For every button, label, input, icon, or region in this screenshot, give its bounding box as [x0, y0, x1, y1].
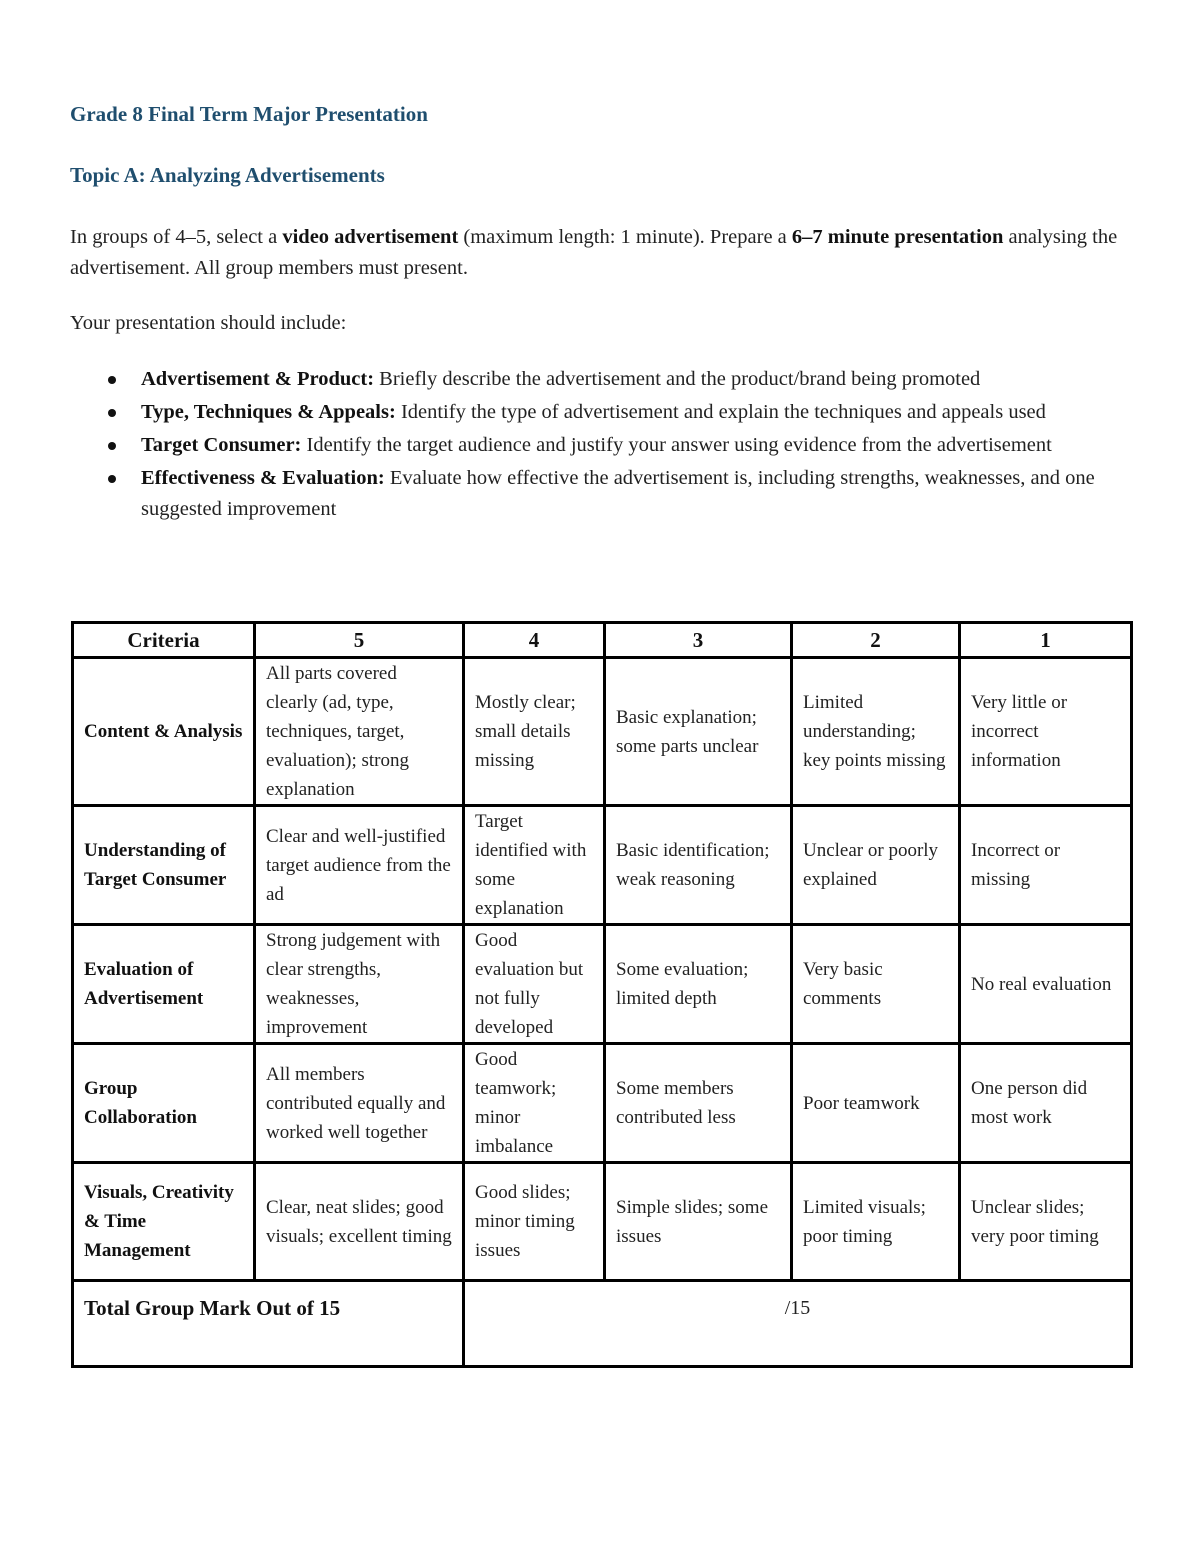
- table-cell: Clear, neat slides; good visuals; excellent timing: [255, 1163, 464, 1281]
- bullet-label: Advertisement & Product:: [141, 368, 375, 390]
- header-criteria: Criteria: [73, 623, 255, 658]
- bullet-text: Evaluate how effective the advertisement is, including strengths, weaknesses, and one suggested improvement: [141, 467, 1095, 520]
- header-score-2: 2: [792, 623, 960, 658]
- criteria-cell: Visuals, Creativity & Time Management: [73, 1163, 255, 1281]
- list-item: [70, 430, 1130, 461]
- intro-text-1: In groups of 4–5, select a: [70, 226, 283, 248]
- criteria-cell: Group Collaboration: [73, 1044, 255, 1163]
- document-title: Grade 8 Final Term Major Presentation: [70, 102, 428, 126]
- table-cell: Some members contributed less: [605, 1044, 792, 1163]
- intro-text-2: (maximum length: 1 minute). Prepare a: [458, 226, 792, 248]
- table-cell: Unclear slides; very poor timing: [960, 1163, 1132, 1281]
- table-cell: Good teamwork; minor imbalance: [464, 1044, 605, 1163]
- bullet-dot-icon: [108, 442, 116, 450]
- rubric-table: [71, 621, 1133, 1368]
- header-score-1: 1: [960, 623, 1132, 658]
- total-row: [73, 1281, 1132, 1367]
- table-cell: Strong judgement with clear strengths, weaknesses, improvement: [255, 925, 464, 1044]
- bullet-text: Identify the type of advertisement and explain the techniques and appeals used: [395, 401, 1046, 423]
- table-cell: Basic explanation; some parts unclear: [605, 658, 792, 806]
- criteria-cell: Understanding of Target Consumer: [73, 806, 255, 925]
- bullet-label: Effectiveness & Evaluation:: [141, 467, 385, 489]
- table-cell: One person did most work: [960, 1044, 1132, 1163]
- table-row: [73, 658, 1132, 806]
- table-cell: Incorrect or missing: [960, 806, 1132, 925]
- bullet-dot-icon: [108, 376, 116, 384]
- bullet-text: Identify the target audience and justify your answer using evidence from the advertisement: [301, 434, 1052, 456]
- bullet-dot-icon: [108, 409, 116, 417]
- header-score-3: 3: [605, 623, 792, 658]
- intro-text-3: analysing the advertisement. All group members must present.: [70, 226, 1118, 279]
- criteria-cell: Evaluation of Advertisement: [73, 925, 255, 1044]
- criteria-cell: Content & Analysis: [73, 658, 255, 806]
- table-cell: Basic identification; weak reasoning: [605, 806, 792, 925]
- intro-bold-1: video advertisement: [282, 226, 459, 248]
- intro-bold-2: 6–7 minute presentation: [791, 226, 1004, 248]
- lead-sentence: Your presentation should include:: [70, 312, 347, 334]
- table-cell: All parts covered clearly (ad, type, techniques, target, evaluation); strong explanation: [255, 658, 464, 806]
- table-cell: Very basic comments: [792, 925, 960, 1044]
- table-cell: Unclear or poorly explained: [792, 806, 960, 925]
- table-cell: No real evaluation: [960, 925, 1132, 1044]
- table-cell: Mostly clear; small details missing: [464, 658, 605, 806]
- total-value: /15: [464, 1281, 1132, 1367]
- list-item: [70, 364, 1130, 395]
- header-score-4: 4: [464, 623, 605, 658]
- requirements-list: [70, 364, 1130, 527]
- topic-heading: Topic A: Analyzing Advertisements: [70, 163, 385, 187]
- table-cell: Simple slides; some issues: [605, 1163, 792, 1281]
- table-row: [73, 806, 1132, 925]
- table-cell: Good evaluation but not fully developed: [464, 925, 605, 1044]
- table-cell: Limited understanding; key points missing: [792, 658, 960, 806]
- bullet-label: Type, Techniques & Appeals:: [141, 401, 396, 423]
- total-label: Total Group Mark Out of 15: [73, 1281, 464, 1367]
- bullet-text: Briefly describe the advertisement and the product/brand being promoted: [374, 368, 981, 390]
- list-item: [70, 397, 1130, 428]
- bullet-label: Target Consumer:: [141, 434, 302, 456]
- table-row: [73, 925, 1132, 1044]
- table-cell: Very little or incorrect information: [960, 658, 1132, 806]
- table-row: [73, 1044, 1132, 1163]
- table-cell: Target identified with some explanation: [464, 806, 605, 925]
- table-cell: Some evaluation; limited depth: [605, 925, 792, 1044]
- table-cell: Limited visuals; poor timing: [792, 1163, 960, 1281]
- table-cell: All members contributed equally and worked well together: [255, 1044, 464, 1163]
- table-header-row: [73, 623, 1132, 658]
- header-score-5: 5: [255, 623, 464, 658]
- intro-paragraph: [70, 222, 1130, 284]
- list-item: [70, 463, 1130, 525]
- table-cell: Good slides; minor timing issues: [464, 1163, 605, 1281]
- table-cell: Poor teamwork: [792, 1044, 960, 1163]
- table-row: [73, 1163, 1132, 1281]
- bullet-dot-icon: [108, 475, 116, 483]
- table-cell: Clear and well-justified target audience from the ad: [255, 806, 464, 925]
